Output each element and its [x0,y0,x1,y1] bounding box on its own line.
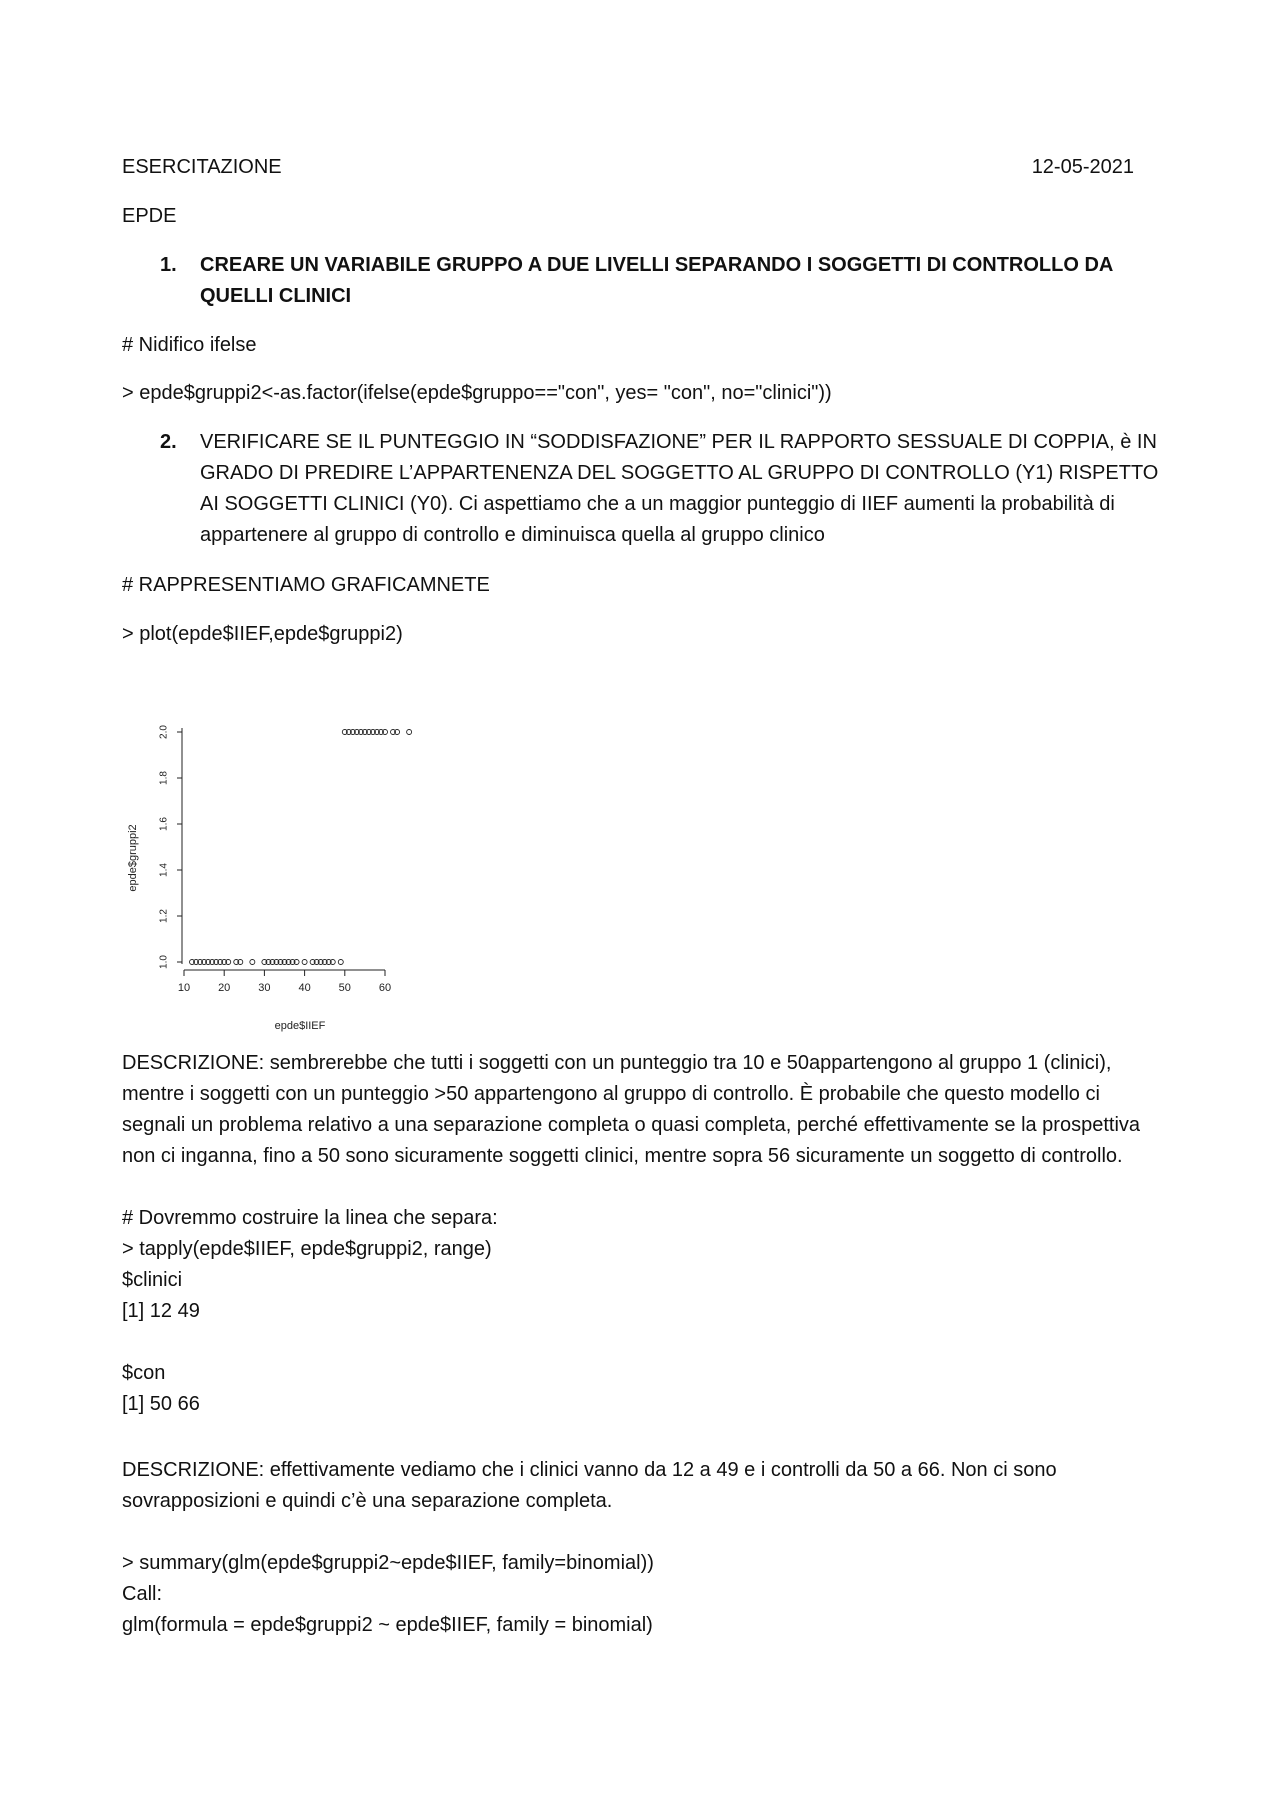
y-tick-label: 1.4 [158,863,170,877]
x-tick-label: 50 [338,982,351,994]
document-date: 12-05-2021 [1031,156,1134,178]
output-clinici: $clinici [122,1269,183,1291]
comment-nidifico: # Nidifico ifelse [122,334,257,356]
data-point-con [407,730,412,735]
comment-graph: # RAPPRESENTIAMO GRAFICAMNETE [122,574,490,596]
scatter-plot [120,708,430,1038]
item-2-number: 2. [160,431,177,453]
output-con-range: [1] 50 66 [122,1393,200,1415]
data-point-clinici [338,960,343,965]
comment-separator: # Dovremmo costruire la linea che separa: [122,1207,498,1229]
item-2-text: VERIFICARE SE IL PUNTEGGIO IN “SODDISFAZIONE” PER IL RAPPORTO SESSUALE DI COPPIA, è IN GRADO DI PREDIRE L’APPARTENENZA DEL SOGGETTO AL GRUPPO DI CONTROLLO (Y1) RISPETTO AI SOGGETTI CLINICI (Y0). Ci aspettiamo che a un maggior punteggio di IIEF aumenti la probabilità di appartenere al gruppo di controllo e diminuisca quella al gruppo clinico [200,431,1159,546]
x-tick-label: 60 [378,982,392,994]
x-tick-label: 30 [258,982,271,994]
code-summary: > summary(glm(epde$gruppi2~epde$IIEF, family=binomial)) [122,1552,654,1574]
document-title: ESERCITAZIONE [122,156,282,178]
data-point-clinici [250,960,255,965]
code-ifelse: > epde$gruppi2<-as.factor(ifelse(epde$gruppo=="con", yes= "con", no="clinici")) [122,382,832,404]
output-call-formula: glm(formula = epde$gruppi2 ~ epde$IIEF, family = binomial) [122,1614,653,1636]
y-axis-label: epde$gruppi2 [127,824,139,892]
y-tick-label: 1.6 [158,817,170,831]
y-tick-label: 1.0 [158,955,170,969]
output-clinici-range: [1] 12 49 [122,1300,200,1322]
x-axis-label: epde$IIEF [274,1020,326,1032]
y-tick-label: 1.2 [158,909,170,923]
code-tapply: > tapply(epde$IIEF, epde$gruppi2, range) [122,1238,492,1260]
x-tick-label: 40 [298,982,311,994]
y-tick-label: 1.8 [158,771,170,785]
y-tick-label: 2.0 [158,725,170,739]
code-plot: > plot(epde$IIEF,epde$gruppi2) [122,623,403,645]
subject-label: EPDE [122,205,177,227]
x-tick-label: 10 [177,982,191,994]
x-tick-label: 20 [218,982,231,994]
output-call-label: Call: [122,1583,163,1605]
output-con: $con [122,1362,166,1384]
item-1-number: 1. [160,254,177,276]
data-point-clinici [302,960,307,965]
description-2: DESCRIZIONE: effettivamente vediamo che i clinici vanno da 12 a 49 e i controlli da 50 a 66. Non ci sono sovrapposizioni e quindi c’è una separazione completa. [122,1459,1057,1512]
item-1-text: CREARE UN VARIABILE GRUPPO A DUE LIVELLI SEPARANDO I SOGGETTI DI CONTROLLO DA QUELLI CLINICI [200,254,1113,307]
description-1: DESCRIZIONE: sembrerebbe che tutti i soggetti con un punteggio tra 10 e 50appartengono al gruppo 1 (clinici), mentre i soggetti con un punteggio >50 appartengono al gruppo di controllo. È probabile che questo modello ci segnali un problema relativo a una separazione completa o quasi completa, perché effettivamente se la prospettiva non ci inganna, fino a 50 sono sicuramente soggetti clinici, mentre sopra 56 sicuramente un soggetto di controllo. [122,1052,1141,1167]
